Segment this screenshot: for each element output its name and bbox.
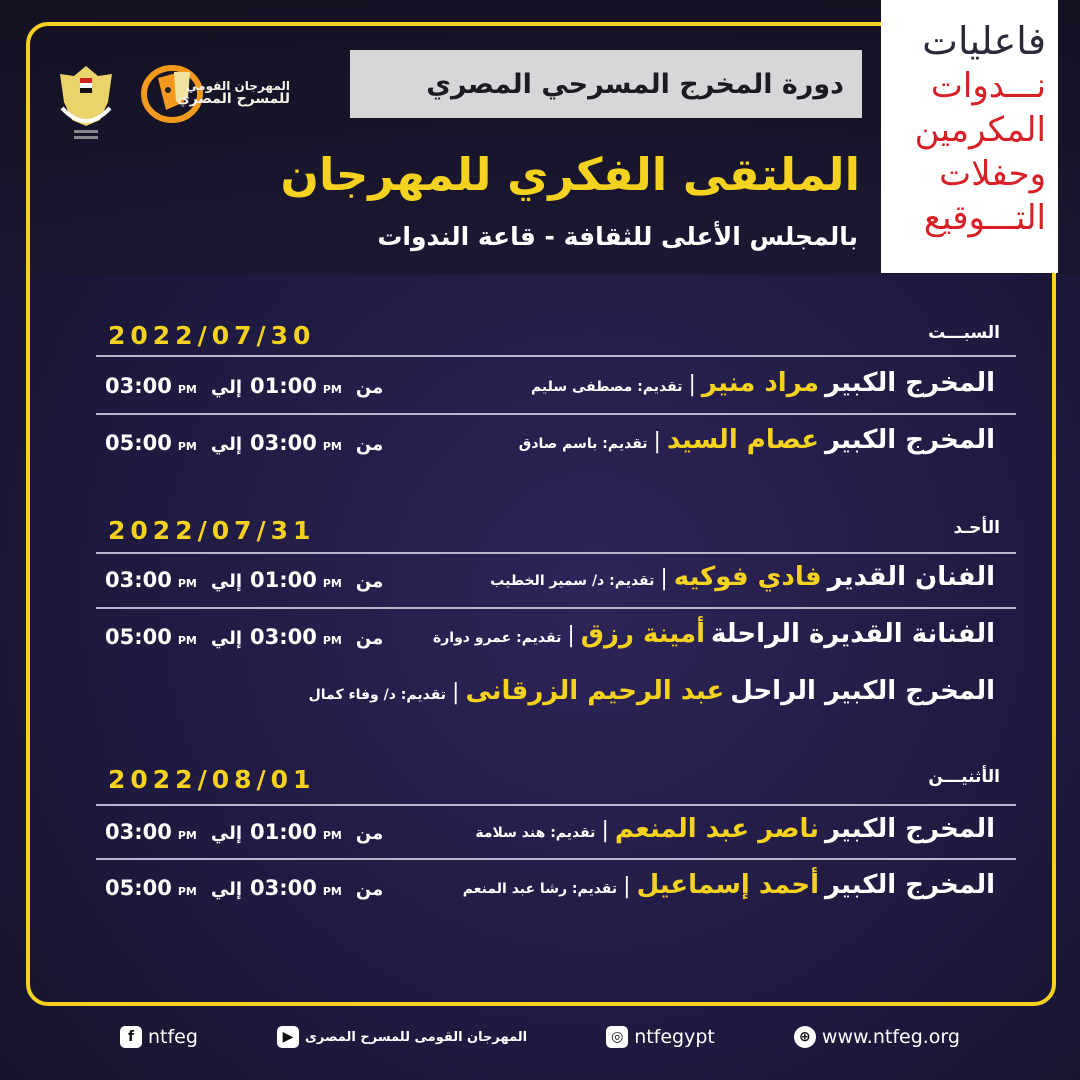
start-time: 01:00 [250,374,317,398]
session-time [105,568,391,592]
facebook-handle: ntfeg [148,1026,198,1048]
facebook-icon: f [120,1026,142,1048]
session-row [463,870,995,900]
session-row [531,368,995,398]
meridiem: PM [177,885,197,898]
session-time [105,374,391,398]
end-time: 03:00 [105,820,172,844]
egypt-eagle-logo [52,62,120,142]
youtube-link[interactable] [277,1026,527,1048]
session-title: المخرج الكبير [824,368,995,398]
to-label: إلي [210,879,243,900]
presenter: تقديم: عمرو دوارة [432,630,562,646]
to-label: إلي [210,628,243,649]
from-label: من [355,571,384,592]
corner-line: المكرمين [914,110,1046,150]
date-label: 2022/07/31 [108,516,316,545]
separator: | [601,818,609,843]
meridiem: PM [322,885,342,898]
to-label: إلي [210,377,243,398]
page-title: الملتقى الفكري للمهرجان [280,148,860,201]
honoree-name: أحمد إسماعيل [636,870,819,900]
presenter: تقديم: باسم صادق [518,436,648,452]
globe-icon: ⊕ [794,1026,816,1048]
presenter: تقديم: د/ وفاء كمال [308,687,447,703]
youtube-channel: المهرجان القومى للمسرح المصرى [304,1029,528,1045]
session-time [105,625,391,649]
meridiem: PM [177,383,197,396]
events-corner-box [881,0,1058,273]
session-time [105,820,391,844]
meridiem: PM [322,383,342,396]
festival-logo-line: المهرجان القومي [186,79,290,93]
instagram-icon: ◎ [606,1026,628,1048]
day-label: الأثنيـــن [928,767,1000,787]
to-label: إلي [210,434,243,455]
end-time: 03:00 [105,568,172,592]
session-row [433,619,995,649]
session-title: المخرج الكبير [824,425,995,455]
venue-subtitle: بالمجلس الأعلى للثقافة - قاعة الندوات [377,222,858,251]
corner-line: نـــدوات [930,66,1046,106]
divider [96,858,1016,860]
from-label: من [355,377,384,398]
session-title: الفنان القدير [827,562,995,592]
divider [96,607,1016,609]
session-row [309,676,995,706]
website-url: www.ntfeg.org [821,1026,960,1048]
session-row [490,562,995,592]
date-label: 2022/07/30 [108,321,316,350]
meridiem: PM [177,634,197,647]
instagram-handle: ntfegypt [634,1026,715,1048]
corner-heading: فاعليات [922,19,1046,63]
honoree-name: فادي فوكيه [673,562,822,592]
separator: | [660,566,668,591]
honoree-name: ناصر عبد المنعم [614,814,819,844]
to-label: إلي [210,571,243,592]
session-title: المخرج الكبير الراحل [730,676,995,706]
meridiem: PM [322,577,342,590]
presenter: تقديم: د/ سمير الخطيب [490,573,655,589]
footer [120,1026,960,1048]
website-link[interactable] [794,1026,960,1048]
end-time: 05:00 [105,625,172,649]
divider [96,355,1016,357]
start-time: 01:00 [250,568,317,592]
to-label: إلي [210,823,243,844]
festival-logo [140,58,290,126]
honoree-name: عصام السيد [666,425,819,455]
presenter: تقديم: مصطفى سليم [530,379,683,395]
session-row [475,814,995,844]
session-row [519,425,995,455]
presenter: تقديم: هند سلامة [475,825,596,841]
meridiem: PM [322,440,342,453]
session-time [105,876,391,900]
corner-line: التـــوقيع [923,198,1046,238]
separator: | [623,874,631,899]
session-title: الفنانة القديرة الراحلة [711,619,995,649]
honoree-name: أمينة رزق [580,619,706,649]
from-label: من [355,434,384,455]
separator: | [567,623,575,648]
separator: | [452,680,460,705]
banner [350,50,862,118]
divider [96,552,1016,554]
meridiem: PM [177,577,197,590]
from-label: من [355,628,384,649]
meridiem: PM [322,829,342,842]
end-time: 05:00 [105,431,172,455]
session-time [105,431,391,455]
presenter: تقديم: رشا عبد المنعم [462,881,618,897]
honoree-name: عبد الرحيم الزرقانى [465,676,725,706]
separator: | [653,429,661,454]
divider [96,413,1016,415]
meridiem: PM [177,829,197,842]
session-title: المخرج الكبير [824,870,995,900]
start-time: 03:00 [250,876,317,900]
youtube-icon: ▶ [277,1026,299,1048]
date-label: 2022/08/01 [108,765,316,794]
separator: | [688,372,696,397]
day-label: السبـــت [928,323,1000,343]
honoree-name: مراد منير [701,368,819,398]
from-label: من [355,823,384,844]
banner-text: دورة المخرج المسرحي المصري [426,68,844,100]
meridiem: PM [322,634,342,647]
from-label: من [355,879,384,900]
day-label: الأحـد [953,518,1000,538]
start-time: 03:00 [250,431,317,455]
meridiem: PM [177,440,197,453]
instagram-link[interactable] [606,1026,715,1048]
end-time: 05:00 [105,876,172,900]
divider [96,804,1016,806]
session-title: المخرج الكبير [824,814,995,844]
start-time: 01:00 [250,820,317,844]
end-time: 03:00 [105,374,172,398]
festival-logo-line: للمسرح المصري [176,91,290,107]
facebook-link[interactable] [120,1026,198,1048]
corner-line: وحفلات [939,154,1046,194]
start-time: 03:00 [250,625,317,649]
